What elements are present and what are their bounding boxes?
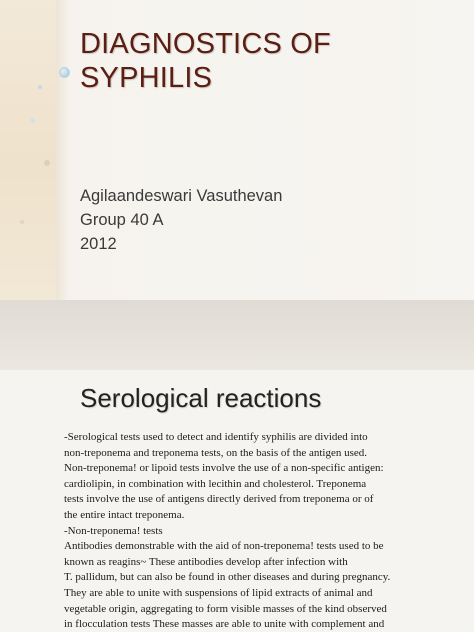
body-line: the entire intact treponema. bbox=[64, 508, 185, 521]
slide-separator bbox=[0, 300, 474, 370]
slide-title: DIAGNOSTICS OF SYPHILIS bbox=[80, 28, 331, 94]
body-line: vegetable origin, aggregating to form visible masses of the kind observed bbox=[64, 602, 387, 615]
decorative-side-band bbox=[0, 0, 57, 300]
year-label: 2012 bbox=[80, 235, 117, 253]
decorative-band-shadow bbox=[56, 0, 68, 300]
group-label: Group 40 A bbox=[80, 211, 164, 229]
body-line: They are able to unite with suspensions of lipid extracts of animal and bbox=[64, 586, 373, 599]
body-line: in flocculation tests These masses are able to unite with complement and bbox=[64, 618, 385, 631]
decorative-bubble-icon bbox=[44, 160, 50, 166]
body-line: T. pallidum, but can also be found in other diseases and during pregnancy. bbox=[64, 571, 391, 584]
body-line: -Non-treponema! tests bbox=[64, 524, 163, 537]
body-line: -Serological tests used to detect and identify syphilis are divided into bbox=[64, 431, 368, 443]
title-slide bbox=[0, 0, 474, 300]
slide-body-text bbox=[64, 430, 464, 632]
slide-heading: Serological reactions bbox=[80, 383, 322, 413]
content-slide bbox=[0, 370, 474, 632]
body-line: cardiolipin, in combination with lecithin and cholesterol. Treponema bbox=[64, 477, 367, 490]
body-line: Antibodies demonstrable with the aid of non-treponema! tests used to be bbox=[64, 540, 384, 553]
presentation-subtitle bbox=[80, 184, 440, 256]
decorative-bubble-icon bbox=[59, 67, 70, 78]
body-line: Non-treponema! or lipoid tests involve the use of a non-specific antigen: bbox=[64, 462, 384, 475]
body-line: known as reagins~ These antibodies develop after infection with bbox=[64, 555, 348, 568]
decorative-bubble-icon bbox=[38, 85, 42, 89]
decorative-bubble-icon bbox=[20, 220, 24, 224]
body-line: tests involve the use of antigens directly derived from treponema or of bbox=[64, 493, 374, 506]
author-name: Agilaandeswari Vasuthevan bbox=[80, 187, 283, 205]
decorative-bubble-icon bbox=[30, 118, 35, 123]
body-line: non-treponema and treponema tests, on the basis of the antigen used. bbox=[64, 446, 368, 459]
